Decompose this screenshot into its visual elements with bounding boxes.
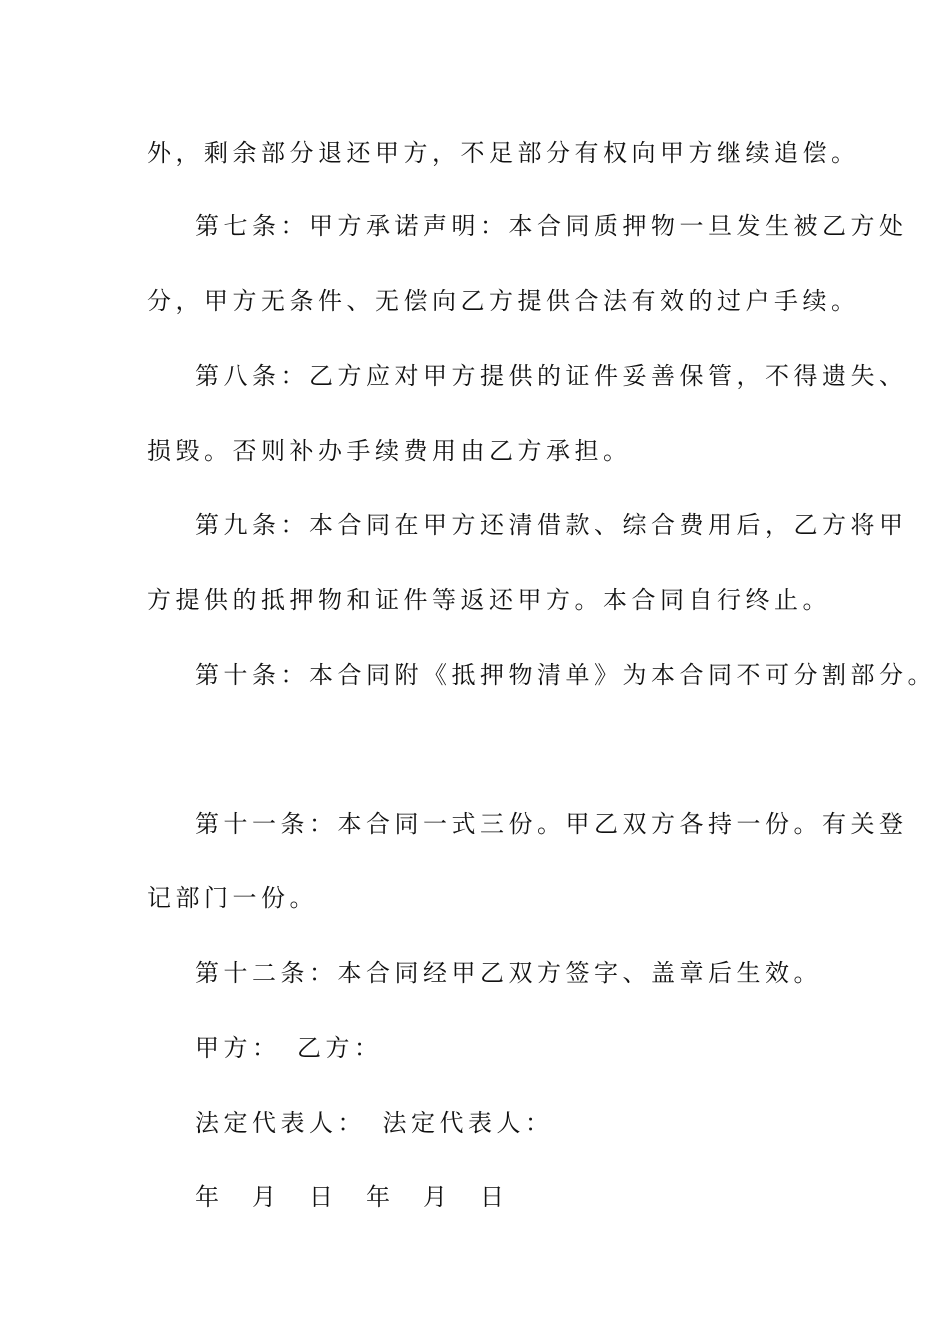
- clause-10-line: 第十条：本合同附《抵押物清单》为本合同不可分割部分。: [195, 661, 936, 689]
- clause-9-line-2: 方提供的抵押物和证件等返还甲方。本合同自行终止。: [147, 586, 831, 614]
- legal-representative-line: 法定代表人： 法定代表人：: [195, 1109, 554, 1137]
- date-line: 年 月 日 年 月 日: [195, 1183, 509, 1211]
- clause-11-line-1: 第十一条：本合同一式三份。甲乙双方各持一份。有关登: [195, 810, 908, 838]
- clause-7-line-1: 第七条：甲方承诺声明：本合同质押物一旦发生被乙方处: [195, 212, 908, 240]
- party-signature-line: 甲方： 乙方：: [195, 1034, 383, 1062]
- clause-8-line-2: 损毁。否则补办手续费用由乙方承担。: [147, 437, 632, 465]
- clause-8-line-1: 第八条：乙方应对甲方提供的证件妥善保管，不得遗失、: [195, 362, 908, 390]
- clause-9-line-1: 第九条：本合同在甲方还清借款、综合费用后，乙方将甲: [195, 511, 908, 539]
- clause-11-line-2: 记部门一份。: [147, 884, 318, 912]
- clause-12-line: 第十二条：本合同经甲乙双方签字、盖章后生效。: [195, 959, 822, 987]
- clause-7-line-2: 分，甲方无条件、无偿向乙方提供合法有效的过户手续。: [147, 287, 860, 315]
- paragraph-line: 外，剩余部分退还甲方，不足部分有权向甲方继续追偿。: [147, 139, 860, 167]
